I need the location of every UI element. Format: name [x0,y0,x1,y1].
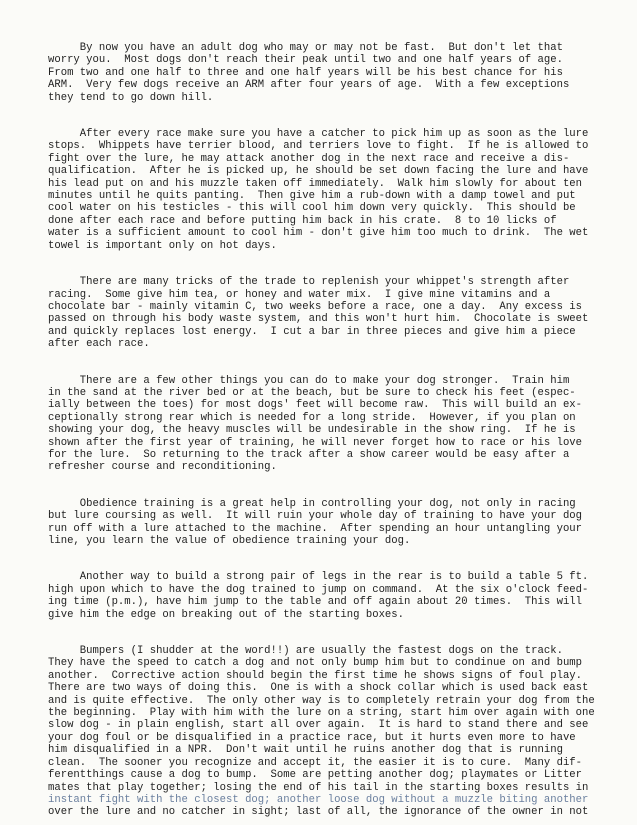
text-line: give him the edge on breaking out of the starting boxes. [48,608,405,621]
text-line: done after each race and before putting him back in his crate. 8 to 10 licks of [48,214,557,227]
text-line: after each race. [48,338,150,351]
text-line: they tend to go down hill. [48,91,214,104]
text-line: Another way to build a strong pair of legs in the rear is to build a table 5 ft. [48,571,589,584]
text-line: worry you. Most dogs don't reach their peak until two and one half years of age. [48,54,563,67]
text-line: fight over the lure, he may attack another dog in the next race and receive a dis- [48,152,570,165]
text-line: racing. Some give him tea, or honey and water mix. I give mine vitamins and a [48,288,551,301]
text-line: qualification. After he is picked up, he should be set down facing the lure and have [48,165,589,178]
paragraph-stronger [48,375,619,474]
text-line: but lure coursing as well. It will ruin your whole day of training to have your dog [48,510,583,523]
text-line: and quickly replaces lost energy. I cut a bar in three pieces and give him a piece [48,325,576,338]
text-line: Obedience training is a great help in controlling your dog, not only in racing [48,497,576,510]
text-line: high upon which to have the dog trained to jump on command. At the six o'clock feed- [48,583,589,596]
text-line: minutes until he quits panting. Then give him a rub-down with a damp towel and put [48,190,576,203]
text-line: over the lure and no catcher in sight; last of all, the ignorance of the owner in not [48,806,589,819]
paragraph-tricks-of-trade [48,276,619,350]
text-line: mates that play together; losing the end of his tail in the starting boxes results in [48,781,589,794]
text-line: cool water on his testicles - this will cool him down very quickly. This should be [48,202,576,215]
text-line: They have the speed to catch a dog and not only bump him but to condinue on and bump [48,657,583,670]
text-line: in the sand at the river bed or at the beach, but be sure to check his feet (espec- [48,386,576,399]
paragraph-obedience [48,498,619,548]
text-line: the beginning. Play with him with the lure on a string, start him over again with one [48,707,595,720]
paragraph-bumpers [48,645,619,819]
paragraph-table-jump [48,571,619,621]
paragraph-adult-dog [48,42,619,104]
text-line: and is quite effective. The only other way is to completely retrain your dog from the [48,694,595,707]
text-line: chocolate bar - mainly vitamin C, two weeks before a race, one a day. Any excess is [48,300,583,313]
text-line: towel is important only on hot days. [48,239,277,252]
paragraph-after-race [48,128,619,252]
text-line: ARM. Very few dogs receive an ARM after four years of age. With a few exceptions [48,79,570,92]
text-line: After every race make sure you have a catcher to pick him up as soon as the lure [48,128,589,141]
text-line: water is a sufficient amount to cool him - don't give him too much to drink. The wet [48,227,589,240]
text-line: your dog foul or be disqualified in a practice race, but it hurts even more to have [48,731,576,744]
text-line: There are a few other things you can do to make your dog stronger. Train him [48,374,570,387]
text-line: ceptionally strong rear which is needed for a long stride. However, if you plan on [48,411,576,424]
text-line: By now you have an adult dog who may or may not be fast. But don't let that [48,42,563,54]
text-line: shown after the first year of training, he will never forget how to race or his love [48,436,583,449]
text-line: instant fight with the closest dog; another loose dog without a muzzle biting another [48,793,589,806]
text-line: him disqualified in a NPR. Don't wait until he ruins another dog that is running [48,744,563,757]
text-line: ing time (p.m.), have him jump to the table and off again about 20 times. This will [48,596,583,609]
text-line: another. Corrective action should begin the first time he shows signs of foul play. [48,669,583,682]
text-line: refresher course and reconditioning. [48,461,277,474]
text-line: From two and one half to three and one half years will be his best chance for his [48,66,563,79]
text-line: passed on through his body waste system, and this won't hurt him. Chocolate is sweet [48,313,589,326]
text-line: run off with a lure attached to the machine. After spending an hour untangling your [48,522,583,535]
text-line: clean. The sooner you recognize and accept it, the easier it is to cure. Many dif- [48,756,583,769]
text-line: There are two ways of doing this. One is with a shock collar which is used back east [48,682,589,695]
text-line: stops. Whippets have terrier blood, and terriers love to fight. If he is allowed to [48,140,589,153]
text-line: his lead put on and his muzzle taken off immediately. Walk him slowly for about ten [48,177,583,190]
text-line: There are many tricks of the trade to replenish your whippet's strength after [48,276,570,289]
text-line: for the lure. So returning to the track after a show career would be easy after a [48,448,570,461]
text-line: line, you learn the value of obedience training your dog. [48,535,411,547]
text-line: Bumpers (I shudder at the word!!) are usually the fastest dogs on the track. [48,645,563,658]
text-line: slow dog - in plain english, start all over again. It is hard to stand there and see [48,719,589,732]
text-line: showing your dog, the heavy muscles will be undesirable in the show ring. If he is [48,424,576,437]
text-line: ially between the toes) for most dogs' feet will become raw. This will build an ex- [48,399,583,412]
text-line: ferentthings cause a dog to bump. Some are petting another dog; playmates or Litter [48,769,583,782]
